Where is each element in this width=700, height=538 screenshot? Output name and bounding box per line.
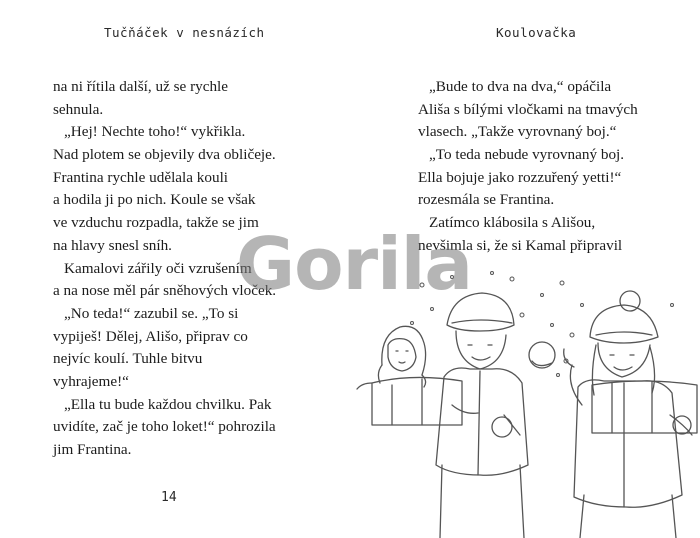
text-line: jim Frantina. xyxy=(53,441,132,458)
text-line: Frantina rychle udělala kouli xyxy=(53,168,229,186)
page-number: 14 xyxy=(161,490,177,505)
text-line: a na nose měl pár sněhových vloček. xyxy=(53,282,277,300)
text-line: vypiješ! Dělej, Ališo, připrav co xyxy=(53,327,248,345)
text-line: „Bude to dva na dva,“ opáčila xyxy=(429,78,612,95)
text-line: „Hej! Nechte toho!“ vykřikla. xyxy=(64,123,246,141)
text-line: Ališa s bílými vločkami na tmavých xyxy=(418,100,638,118)
text-line: nevšimla si, že si Kamal připravil xyxy=(418,236,623,254)
boy-character xyxy=(436,293,528,538)
text-line: na ni řítila další, už se rychle xyxy=(53,78,229,95)
fence xyxy=(357,377,697,433)
text-line: sehnula. xyxy=(53,100,104,118)
text-line: vlasech. „Takže vyrovnaný boj.“ xyxy=(418,123,617,141)
text-line: nejvíc koulí. Tuhle bitvu xyxy=(53,350,203,368)
text-line: „Ella tu bude každou chvilku. Pak xyxy=(64,395,272,413)
snowball xyxy=(529,342,555,368)
running-head-right: Koulovačka xyxy=(496,25,577,40)
text-line: „To teda nebude vyrovnaný boj. xyxy=(429,146,625,164)
text-line: Ella bojuje jako rozzuřený yetti!“ xyxy=(418,168,622,186)
running-head-left: Tučňáček v nesnázích xyxy=(104,25,265,40)
text-line: Kamalovi zářily oči vzrušením xyxy=(64,259,252,277)
text-line: Nad plotem se objevily dva obličeje. xyxy=(53,146,276,164)
text-line: na hlavy snesl sníh. xyxy=(53,236,172,254)
text-line: vyhrajeme!“ xyxy=(53,372,129,390)
text-line: rozesmála se Frantina. xyxy=(418,191,555,209)
girl-character xyxy=(564,291,692,538)
publisher-watermark: Gorila xyxy=(236,222,473,306)
text-line: uvidíte, zač je toho loket!“ pohrozila xyxy=(53,418,276,436)
text-line: „No teda!“ zazubil se. „To si xyxy=(64,304,239,322)
text-line: Zatímco klábosila s Ališou, xyxy=(429,214,596,232)
text-line: ve vzduchu rozpadla, takže se jim xyxy=(53,214,259,232)
text-line: a hodila ji po nich. Koule se však xyxy=(53,191,256,209)
